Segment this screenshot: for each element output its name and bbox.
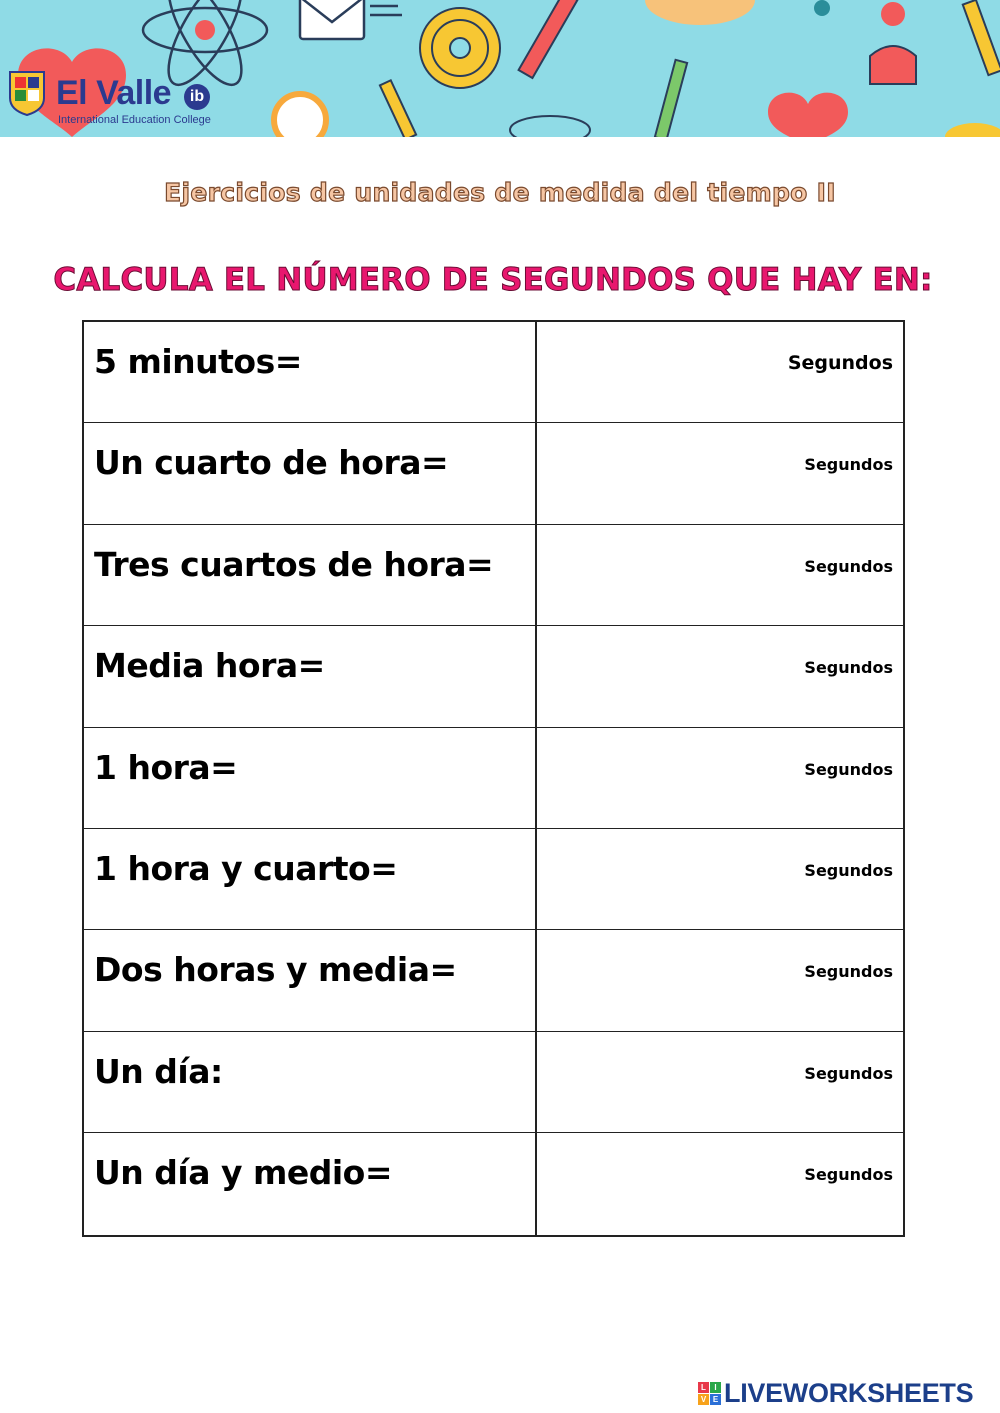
- unit-label: Segundos: [804, 962, 893, 982]
- answer-field[interactable]: [537, 322, 903, 422]
- answer-field[interactable]: [537, 930, 903, 1030]
- answer-field[interactable]: [537, 728, 903, 828]
- exercise-label: 1 hora y cuarto=: [84, 829, 537, 929]
- table-row: [84, 322, 903, 423]
- school-logo: [8, 70, 223, 132]
- school-name: El Valle: [56, 74, 172, 112]
- answer-field[interactable]: [537, 1032, 903, 1132]
- table-row: [84, 930, 903, 1031]
- ib-badge: ib: [184, 84, 210, 110]
- exercise-label: Dos horas y media=: [84, 930, 537, 1030]
- table-row: [84, 626, 903, 727]
- unit-label: Segundos: [804, 860, 893, 880]
- exercise-label: 1 hora=: [84, 728, 537, 828]
- liveworksheets-brand: [698, 1378, 973, 1408]
- answer-field[interactable]: [537, 829, 903, 929]
- unit-label: Segundos: [804, 455, 893, 475]
- table-row: [84, 1032, 903, 1133]
- exercise-label: 5 minutos=: [84, 322, 537, 422]
- exercise-table: [82, 320, 905, 1237]
- exercise-label: Un día:: [84, 1032, 537, 1132]
- magnifier-icon: [274, 94, 326, 137]
- liveworksheets-logo-icon: L I V E: [698, 1382, 721, 1405]
- exercise-label: Tres cuartos de hora=: [84, 525, 537, 625]
- exercise-label: Un día y medio=: [84, 1133, 537, 1234]
- person-icon: [870, 2, 916, 84]
- table-row: [84, 525, 903, 626]
- exercise-label: Un cuarto de hora=: [84, 423, 537, 523]
- school-subtitle: International Education College: [58, 114, 211, 126]
- table-row: [84, 829, 903, 930]
- unit-label: Segundos: [804, 556, 893, 576]
- table-row: [84, 423, 903, 524]
- brand-text: LIVEWORKSHEETS: [724, 1377, 974, 1408]
- table-row: [84, 728, 903, 829]
- unit-label: Segundos: [804, 759, 893, 779]
- school-crest-icon: [8, 70, 46, 116]
- answer-field[interactable]: [537, 525, 903, 625]
- worksheet-heading: CALCULA EL NÚMERO DE SEGUNDOS QUE HAY EN:: [53, 262, 933, 298]
- answer-field[interactable]: [537, 1133, 903, 1234]
- envelope-icon: [300, 0, 402, 39]
- worksheet-subtitle: Ejercicios de unidades de medida del tiempo II: [164, 178, 836, 207]
- gear-icon: [420, 8, 500, 88]
- unit-label: Segundos: [804, 1063, 893, 1083]
- unit-label: Segundos: [804, 658, 893, 678]
- header-banner: [0, 0, 1000, 137]
- unit-label: Segundos: [787, 352, 893, 374]
- exercise-label: Media hora=: [84, 626, 537, 726]
- answer-field[interactable]: [537, 423, 903, 523]
- answer-field[interactable]: [537, 626, 903, 726]
- table-row: [84, 1133, 903, 1234]
- unit-label: Segundos: [804, 1165, 893, 1185]
